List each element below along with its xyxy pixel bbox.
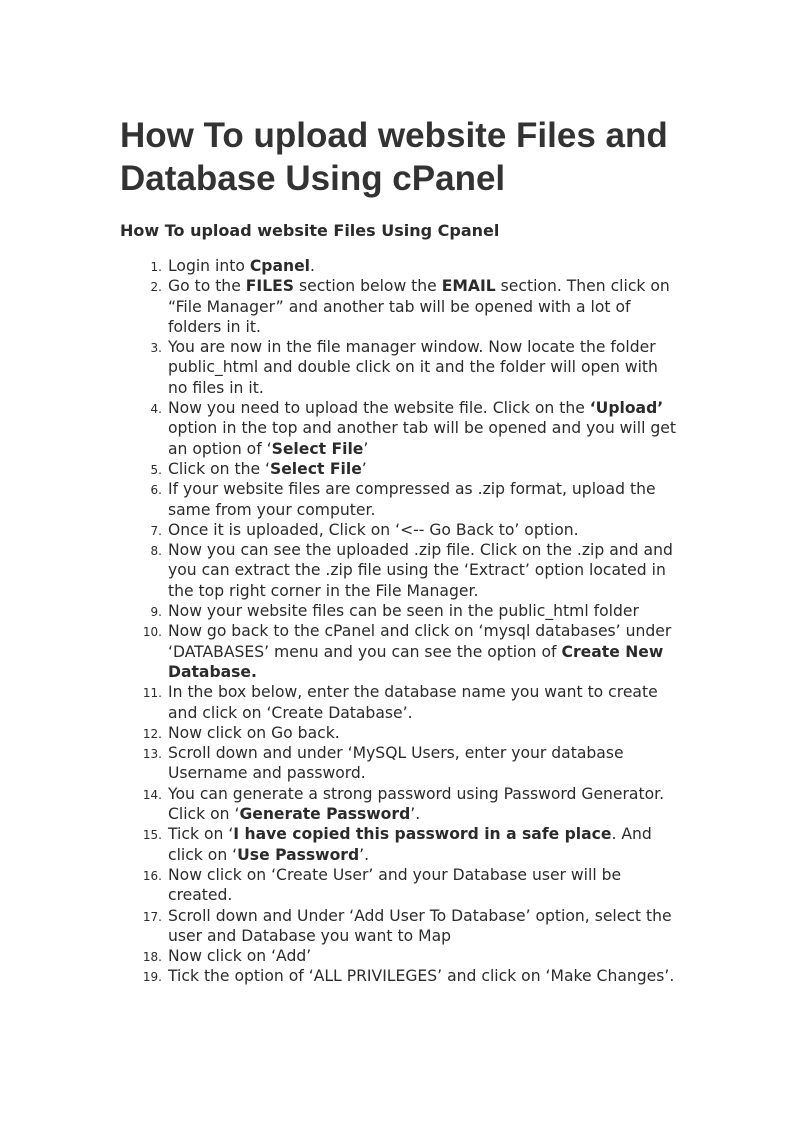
list-item-bold-text: Generate Password — [239, 805, 411, 824]
list-item-text: Click on the ‘ — [168, 459, 270, 478]
list-item — [120, 337, 680, 398]
list-item-text: Go to the — [168, 277, 246, 296]
list-item — [120, 743, 680, 784]
list-item — [120, 601, 680, 621]
list-item-text: Now go back to the cPanel and click on ‘mysql databases’ under ‘DATABASES’ menu and you can see the option of — [168, 622, 672, 661]
list-item-bold-text: Select File — [271, 439, 364, 458]
list-item-text: Now you can see the uploaded .zip file. Click on the .zip and and you can extract the .zip file using the ‘Extract’ option located in the top right corner in the File Manager. — [168, 541, 673, 600]
list-item-number: 17. — [142, 909, 162, 924]
list-item-number: 10. — [142, 625, 162, 640]
list-item-number: 8. — [150, 544, 162, 559]
list-item-text: Now you need to upload the website file. Click on the — [168, 399, 590, 418]
list-item-number: 6. — [150, 483, 162, 498]
list-item-number: 14. — [142, 787, 162, 802]
list-item-text: . — [310, 257, 315, 275]
list-item — [120, 398, 680, 459]
list-item-number: 13. — [142, 747, 162, 762]
list-item — [120, 276, 680, 337]
list-item-text: ’. — [410, 805, 421, 824]
list-item-text: . And click on ‘ — [168, 825, 652, 864]
list-item-text: section. Then click on “File Manager” and another tab will be opened with a lot of folders in it. — [168, 277, 670, 336]
list-item — [120, 966, 680, 986]
list-item-number: 9. — [150, 605, 162, 620]
list-item — [120, 621, 680, 682]
list-item-bold-text: Create New Database. — [168, 642, 664, 681]
list-item-text: section below the — [294, 277, 442, 296]
list-item-bold-text: EMAIL — [441, 277, 496, 296]
list-item-text: Now your website files can be seen in the public_html folder — [168, 602, 639, 621]
list-item-number: 2. — [150, 280, 162, 295]
list-item-text: ’. — [359, 845, 370, 864]
list-item-text: Scroll down and under ‘MySQL Users, enter your database Username and password. — [168, 744, 624, 783]
list-item — [120, 824, 680, 865]
list-item-bold-text: I have copied this password in a safe place — [233, 825, 612, 844]
list-item-text: Now click on ‘Add’ — [168, 947, 312, 966]
list-item — [120, 682, 680, 723]
list-item-bold-text: Cpanel — [249, 257, 311, 275]
list-item-number: 11. — [142, 686, 162, 701]
section-heading: How To upload website Files Using Cpanel — [120, 221, 500, 240]
list-item-bold-text: FILES — [245, 277, 295, 296]
list-item-text: If your website files are compressed as .zip format, upload the same from your computer. — [168, 480, 656, 519]
list-item — [120, 479, 680, 520]
page-title: How To upload website Files and Database Using cPanel — [120, 116, 668, 198]
list-item — [120, 540, 680, 601]
list-item-text: option in the top and another tab will be opened and you will get an option of ‘ — [168, 419, 676, 458]
list-item-bold-text: Use Password — [237, 845, 360, 864]
list-item-text: Once it is uploaded, Click on ‘<-- Go Back to’ option. — [168, 520, 579, 539]
list-item-number: 19. — [142, 970, 162, 985]
list-item-number: 7. — [150, 523, 162, 538]
list-item-text: You are now in the file manager window. Now locate the folder public_html and double click on it and the folder will open with no files in it. — [168, 338, 658, 397]
list-item-text: Scroll down and Under ‘Add User To Database’ option, select the user and Database you want to Map — [168, 906, 672, 945]
list-item-text: You can generate a strong password using Password Generator. Click on ‘ — [168, 784, 665, 824]
list-item — [120, 946, 680, 966]
list-item-number: 12. — [142, 726, 162, 741]
list-item-text: Tick on ‘ — [168, 825, 234, 844]
list-item-bold-text: ‘Upload’ — [589, 399, 664, 418]
list-item-number: 16. — [142, 868, 162, 883]
list-item-text: In the box below, enter the database name you want to create and click on ‘Create Database’. — [168, 683, 658, 722]
document-page — [120, 114, 680, 987]
list-item-text: Login into — [168, 257, 250, 275]
list-item — [120, 723, 680, 743]
list-item-text: ’ — [363, 439, 369, 458]
list-item-number: 4. — [150, 402, 162, 417]
list-item-number: 3. — [150, 341, 162, 356]
list-item-number: 18. — [142, 950, 162, 965]
steps-list — [120, 256, 680, 987]
list-item-text: Now click on ‘Create User’ and your Database user will be created. — [168, 865, 622, 905]
list-item — [120, 906, 680, 947]
list-item-text: ’ — [361, 459, 367, 478]
list-item-number: 15. — [142, 828, 162, 843]
list-item-number: 1. — [150, 260, 162, 274]
list-item — [120, 520, 680, 540]
list-item-text: Now click on Go back. — [168, 723, 340, 742]
list-item — [120, 865, 680, 906]
list-item — [120, 459, 680, 479]
list-item — [120, 784, 680, 825]
list-item-number: 5. — [150, 462, 162, 477]
list-item-text: Tick the option of ‘ALL PRIVILEGES’ and click on ‘Make Changes’. — [168, 967, 675, 986]
list-item — [120, 256, 680, 276]
list-item-bold-text: Select File — [270, 459, 362, 478]
